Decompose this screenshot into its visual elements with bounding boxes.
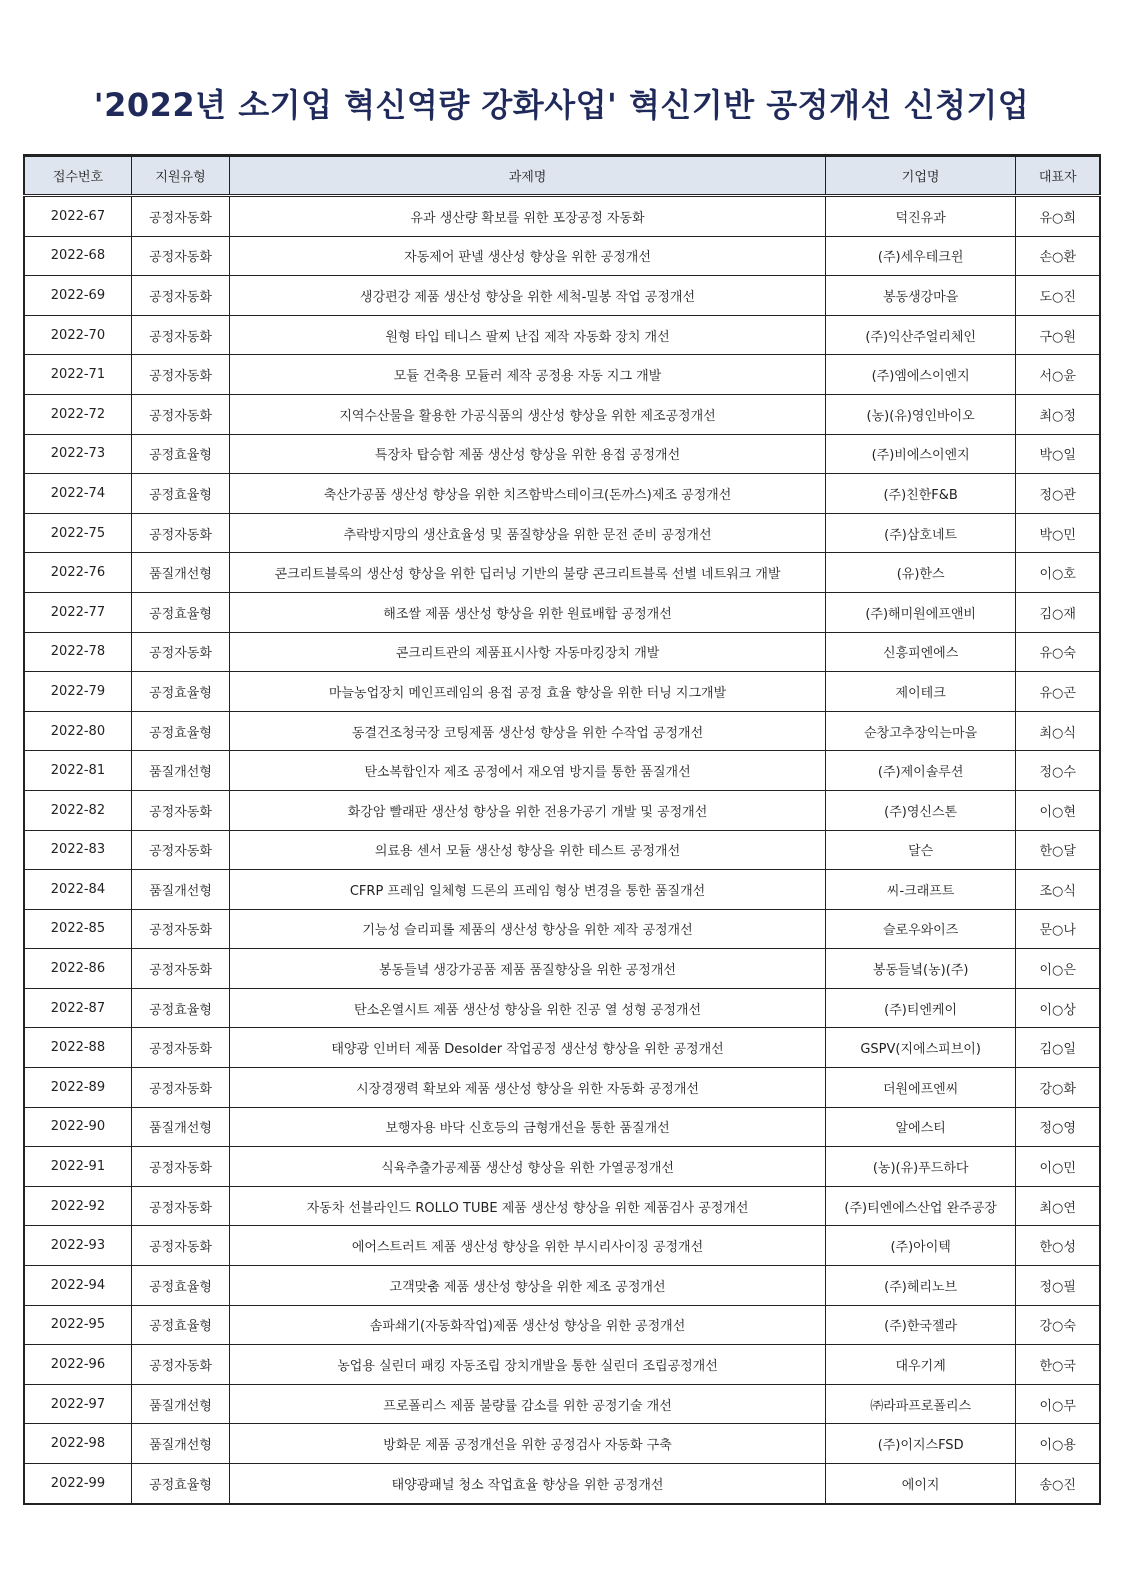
support-type-cell: 공정자동화: [131, 790, 229, 830]
table-row: [24, 276, 1100, 316]
project-name-cell: 동결건조청국장 코팅제품 생산성 향상을 위한 수작업 공정개선: [230, 711, 826, 751]
receipt-no-cell: 2022-96: [24, 1345, 131, 1385]
support-type-cell: 공정자동화: [131, 196, 229, 237]
company-name-cell: (주)엠에스이엔지: [825, 355, 1015, 395]
representative-cell: 강○화: [1016, 1068, 1100, 1108]
representative-cell: 유○희: [1016, 196, 1100, 237]
company-name-cell: (유)한스: [825, 553, 1015, 593]
table-row: [24, 513, 1100, 553]
company-name-cell: (농)(유)푸드하다: [825, 1147, 1015, 1187]
table-row: [24, 1464, 1100, 1504]
support-type-cell: 공정효율형: [131, 711, 229, 751]
header-company-name: 기업명: [825, 156, 1015, 196]
representative-cell: 최○식: [1016, 711, 1100, 751]
support-type-cell: 공정효율형: [131, 1305, 229, 1345]
company-name-cell: (주)헤리노브: [825, 1266, 1015, 1306]
representative-cell: 이○무: [1016, 1384, 1100, 1424]
company-name-cell: (주)제이솔루션: [825, 751, 1015, 791]
receipt-no-cell: 2022-83: [24, 830, 131, 870]
project-name-cell: 유과 생산량 확보를 위한 포장공정 자동화: [230, 196, 826, 237]
company-name-cell: ㈜라파프로폴리스: [825, 1384, 1015, 1424]
table-row: [24, 474, 1100, 514]
project-name-cell: 생강편강 제품 생산성 향상을 위한 세척-밀봉 작업 공정개선: [230, 276, 826, 316]
project-name-cell: 해조쌀 제품 생산성 향상을 위한 원료배합 공정개선: [230, 592, 826, 632]
representative-cell: 한○국: [1016, 1345, 1100, 1385]
support-type-cell: 공정효율형: [131, 988, 229, 1028]
company-name-cell: (주)아이텍: [825, 1226, 1015, 1266]
project-name-cell: 마늘농업장치 메인프레임의 용접 공정 효율 향상을 위한 터닝 지그개발: [230, 672, 826, 712]
representative-cell: 정○관: [1016, 474, 1100, 514]
support-type-cell: 품질개선형: [131, 1107, 229, 1147]
table-row: [24, 632, 1100, 672]
company-name-cell: (주)삼호네트: [825, 513, 1015, 553]
company-name-cell: (주)해미원에프앤비: [825, 592, 1015, 632]
table-body: [24, 196, 1100, 1504]
table-row: [24, 949, 1100, 989]
table-row: [24, 711, 1100, 751]
project-name-cell: 자동차 선블라인드 ROLLO TUBE 제품 생산성 향상을 위한 제품검사 공정개선: [230, 1186, 826, 1226]
company-name-cell: GSPV(지에스피브이): [825, 1028, 1015, 1068]
table-row: [24, 1107, 1100, 1147]
support-type-cell: 품질개선형: [131, 1424, 229, 1464]
support-type-cell: 공정효율형: [131, 1464, 229, 1504]
table-row: [24, 790, 1100, 830]
receipt-no-cell: 2022-92: [24, 1186, 131, 1226]
project-name-cell: 솜파쇄기(자동화작업)제품 생산성 향상을 위한 공정개선: [230, 1305, 826, 1345]
receipt-no-cell: 2022-81: [24, 751, 131, 791]
company-name-cell: 신흥피엔에스: [825, 632, 1015, 672]
project-name-cell: 기능성 슬리피롤 제품의 생산성 향상을 위한 제작 공정개선: [230, 909, 826, 949]
representative-cell: 이○상: [1016, 988, 1100, 1028]
project-name-cell: 화강암 빨래판 생산성 향상을 위한 전용가공기 개발 및 공정개선: [230, 790, 826, 830]
header-row: [24, 156, 1100, 196]
representative-cell: 송○진: [1016, 1464, 1100, 1504]
table-row: [24, 196, 1100, 237]
project-name-cell: 태양광 인버터 제품 Desolder 작업공정 생산성 향상을 위한 공정개선: [230, 1028, 826, 1068]
table-row: [24, 1305, 1100, 1345]
header-representative: 대표자: [1016, 156, 1100, 196]
receipt-no-cell: 2022-73: [24, 434, 131, 474]
representative-cell: 서○윤: [1016, 355, 1100, 395]
table-row: [24, 751, 1100, 791]
support-type-cell: 공정자동화: [131, 1226, 229, 1266]
company-name-cell: (주)이지스FSD: [825, 1424, 1015, 1464]
company-name-cell: (농)(유)영인바이오: [825, 394, 1015, 434]
company-name-cell: 봉동들녘(농)(주): [825, 949, 1015, 989]
support-type-cell: 품질개선형: [131, 553, 229, 593]
support-type-cell: 공정자동화: [131, 830, 229, 870]
project-name-cell: 콘크리트블록의 생산성 향상을 위한 딥러닝 기반의 불량 콘크리트블록 선별 네트워크 개발: [230, 553, 826, 593]
support-type-cell: 공정자동화: [131, 315, 229, 355]
company-name-cell: (주)티엔에스산업 완주공장: [825, 1186, 1015, 1226]
table-row: [24, 394, 1100, 434]
company-name-cell: 대우기계: [825, 1345, 1015, 1385]
support-type-cell: 품질개선형: [131, 751, 229, 791]
project-name-cell: 프로폴리스 제품 불량률 감소를 위한 공정기술 개선: [230, 1384, 826, 1424]
company-name-cell: 덕진유과: [825, 196, 1015, 237]
table-row: [24, 592, 1100, 632]
receipt-no-cell: 2022-69: [24, 276, 131, 316]
receipt-no-cell: 2022-78: [24, 632, 131, 672]
receipt-no-cell: 2022-91: [24, 1147, 131, 1187]
representative-cell: 한○성: [1016, 1226, 1100, 1266]
header-receipt-no: 접수번호: [24, 156, 131, 196]
project-name-cell: 농업용 실린더 패킹 자동조립 장치개발을 통한 실린더 조립공정개선: [230, 1345, 826, 1385]
representative-cell: 최○연: [1016, 1186, 1100, 1226]
project-name-cell: 의료용 센서 모듈 생산성 향상을 위한 테스트 공정개선: [230, 830, 826, 870]
header-support-type: 지원유형: [131, 156, 229, 196]
table-row: [24, 553, 1100, 593]
project-name-cell: 콘크리트관의 제품표시사항 자동마킹장치 개발: [230, 632, 826, 672]
representative-cell: 구○원: [1016, 315, 1100, 355]
representative-cell: 정○영: [1016, 1107, 1100, 1147]
table-row: [24, 1068, 1100, 1108]
receipt-no-cell: 2022-86: [24, 949, 131, 989]
project-name-cell: 탄소복합인자 제조 공정에서 재오염 방지를 통한 품질개선: [230, 751, 826, 791]
support-type-cell: 공정효율형: [131, 672, 229, 712]
receipt-no-cell: 2022-76: [24, 553, 131, 593]
table-row: [24, 909, 1100, 949]
representative-cell: 한○달: [1016, 830, 1100, 870]
representative-cell: 유○곤: [1016, 672, 1100, 712]
receipt-no-cell: 2022-68: [24, 236, 131, 276]
company-name-cell: 더원에프엔씨: [825, 1068, 1015, 1108]
representative-cell: 문○나: [1016, 909, 1100, 949]
document-title: '2022년 소기업 혁신역량 강화사업' 혁신기반 공정개선 신청기업: [93, 86, 1030, 124]
project-name-cell: 자동제어 판넬 생산성 향상을 위한 공정개선: [230, 236, 826, 276]
representative-cell: 이○은: [1016, 949, 1100, 989]
company-name-cell: 제이테크: [825, 672, 1015, 712]
representative-cell: 박○민: [1016, 513, 1100, 553]
header-project-name: 과제명: [230, 156, 826, 196]
table-row: [24, 355, 1100, 395]
receipt-no-cell: 2022-90: [24, 1107, 131, 1147]
table-row: [24, 870, 1100, 910]
company-name-cell: (주)친한F&B: [825, 474, 1015, 514]
support-type-cell: 공정효율형: [131, 592, 229, 632]
table-row: [24, 1266, 1100, 1306]
support-type-cell: 공정자동화: [131, 276, 229, 316]
project-name-cell: 특장차 탑승함 제품 생산성 향상을 위한 용접 공정개선: [230, 434, 826, 474]
representative-cell: 도○진: [1016, 276, 1100, 316]
receipt-no-cell: 2022-80: [24, 711, 131, 751]
representative-cell: 김○일: [1016, 1028, 1100, 1068]
table-row: [24, 1345, 1100, 1385]
project-name-cell: 보행자용 바닥 신호등의 금형개선을 통한 품질개선: [230, 1107, 826, 1147]
table-row: [24, 236, 1100, 276]
support-type-cell: 공정자동화: [131, 632, 229, 672]
receipt-no-cell: 2022-71: [24, 355, 131, 395]
table-row: [24, 315, 1100, 355]
company-name-cell: (주)비에스이엔지: [825, 434, 1015, 474]
receipt-no-cell: 2022-74: [24, 474, 131, 514]
table-row: [24, 1186, 1100, 1226]
project-name-cell: 원형 타입 테니스 팔찌 난집 제작 자동화 장치 개선: [230, 315, 826, 355]
table-row: [24, 1226, 1100, 1266]
company-name-cell: (주)세우테크윈: [825, 236, 1015, 276]
support-type-cell: 품질개선형: [131, 1384, 229, 1424]
support-type-cell: 공정자동화: [131, 1147, 229, 1187]
receipt-no-cell: 2022-75: [24, 513, 131, 553]
table-row: [24, 1028, 1100, 1068]
company-name-cell: 씨-크래프트: [825, 870, 1015, 910]
company-name-cell: (주)티엔케이: [825, 988, 1015, 1028]
receipt-no-cell: 2022-72: [24, 394, 131, 434]
project-name-cell: 모듈 건축용 모듈러 제작 공정용 자동 지그 개발: [230, 355, 826, 395]
table-row: [24, 672, 1100, 712]
company-name-cell: 알에스티: [825, 1107, 1015, 1147]
project-name-cell: 추락방지망의 생산효율성 및 품질향상을 위한 문전 준비 공정개선: [230, 513, 826, 553]
representative-cell: 조○식: [1016, 870, 1100, 910]
support-type-cell: 공정효율형: [131, 1266, 229, 1306]
representative-cell: 이○현: [1016, 790, 1100, 830]
receipt-no-cell: 2022-93: [24, 1226, 131, 1266]
receipt-no-cell: 2022-67: [24, 196, 131, 237]
representative-cell: 김○재: [1016, 592, 1100, 632]
receipt-no-cell: 2022-77: [24, 592, 131, 632]
project-name-cell: 봉동들녘 생강가공품 제품 품질향상을 위한 공정개선: [230, 949, 826, 989]
representative-cell: 손○환: [1016, 236, 1100, 276]
support-type-cell: 공정자동화: [131, 909, 229, 949]
support-type-cell: 공정효율형: [131, 434, 229, 474]
table-row: [24, 1147, 1100, 1187]
representative-cell: 유○숙: [1016, 632, 1100, 672]
support-type-cell: 공정자동화: [131, 1345, 229, 1385]
table-row: [24, 434, 1100, 474]
receipt-no-cell: 2022-79: [24, 672, 131, 712]
table-row: [24, 988, 1100, 1028]
support-type-cell: 공정자동화: [131, 1186, 229, 1226]
support-type-cell: 공정효율형: [131, 474, 229, 514]
receipt-no-cell: 2022-95: [24, 1305, 131, 1345]
project-name-cell: 방화문 제품 공정개선을 위한 공정검사 자동화 구축: [230, 1424, 826, 1464]
representative-cell: 강○숙: [1016, 1305, 1100, 1345]
support-type-cell: 공정자동화: [131, 949, 229, 989]
table-row: [24, 830, 1100, 870]
support-type-cell: 공정자동화: [131, 394, 229, 434]
representative-cell: 이○민: [1016, 1147, 1100, 1187]
project-name-cell: 에어스트러트 제품 생산성 향상을 위한 부시리사이징 공정개선: [230, 1226, 826, 1266]
project-name-cell: CFRP 프레임 일체형 드론의 프레임 형상 변경을 통한 품질개선: [230, 870, 826, 910]
representative-cell: 이○호: [1016, 553, 1100, 593]
company-name-cell: 봉동생강마을: [825, 276, 1015, 316]
support-type-cell: 품질개선형: [131, 870, 229, 910]
project-name-cell: 식육추출가공제품 생산성 향상을 위한 가열공정개선: [230, 1147, 826, 1187]
representative-cell: 최○정: [1016, 394, 1100, 434]
project-name-cell: 고객맞춤 제품 생산성 향상을 위한 제조 공정개선: [230, 1266, 826, 1306]
company-name-cell: (주)익산주얼리체인: [825, 315, 1015, 355]
company-name-cell: 순창고추장익는마을: [825, 711, 1015, 751]
representative-cell: 이○용: [1016, 1424, 1100, 1464]
representative-cell: 정○필: [1016, 1266, 1100, 1306]
support-type-cell: 공정자동화: [131, 236, 229, 276]
receipt-no-cell: 2022-99: [24, 1464, 131, 1504]
receipt-no-cell: 2022-87: [24, 988, 131, 1028]
representative-cell: 정○수: [1016, 751, 1100, 791]
receipt-no-cell: 2022-82: [24, 790, 131, 830]
project-name-cell: 탄소온열시트 제품 생산성 향상을 위한 진공 열 성형 공정개선: [230, 988, 826, 1028]
applicant-table: [23, 154, 1101, 1505]
representative-cell: 박○일: [1016, 434, 1100, 474]
receipt-no-cell: 2022-89: [24, 1068, 131, 1108]
table-row: [24, 1424, 1100, 1464]
receipt-no-cell: 2022-70: [24, 315, 131, 355]
support-type-cell: 공정자동화: [131, 1068, 229, 1108]
project-name-cell: 시장경쟁력 확보와 제품 생산성 향상을 위한 자동화 공정개선: [230, 1068, 826, 1108]
receipt-no-cell: 2022-88: [24, 1028, 131, 1068]
support-type-cell: 공정자동화: [131, 1028, 229, 1068]
company-name-cell: 달슨: [825, 830, 1015, 870]
project-name-cell: 축산가공품 생산성 향상을 위한 치즈함박스테이크(돈까스)제조 공정개선: [230, 474, 826, 514]
receipt-no-cell: 2022-98: [24, 1424, 131, 1464]
support-type-cell: 공정자동화: [131, 513, 229, 553]
table-row: [24, 1384, 1100, 1424]
company-name-cell: 에이지: [825, 1464, 1015, 1504]
receipt-no-cell: 2022-97: [24, 1384, 131, 1424]
project-name-cell: 태양광패널 청소 작업효율 향상을 위한 공정개선: [230, 1464, 826, 1504]
receipt-no-cell: 2022-94: [24, 1266, 131, 1306]
company-name-cell: (주)한국젤라: [825, 1305, 1015, 1345]
support-type-cell: 공정자동화: [131, 355, 229, 395]
receipt-no-cell: 2022-84: [24, 870, 131, 910]
receipt-no-cell: 2022-85: [24, 909, 131, 949]
project-name-cell: 지역수산물을 활용한 가공식품의 생산성 향상을 위한 제조공정개선: [230, 394, 826, 434]
company-name-cell: (주)영신스톤: [825, 790, 1015, 830]
company-name-cell: 슬로우와이즈: [825, 909, 1015, 949]
